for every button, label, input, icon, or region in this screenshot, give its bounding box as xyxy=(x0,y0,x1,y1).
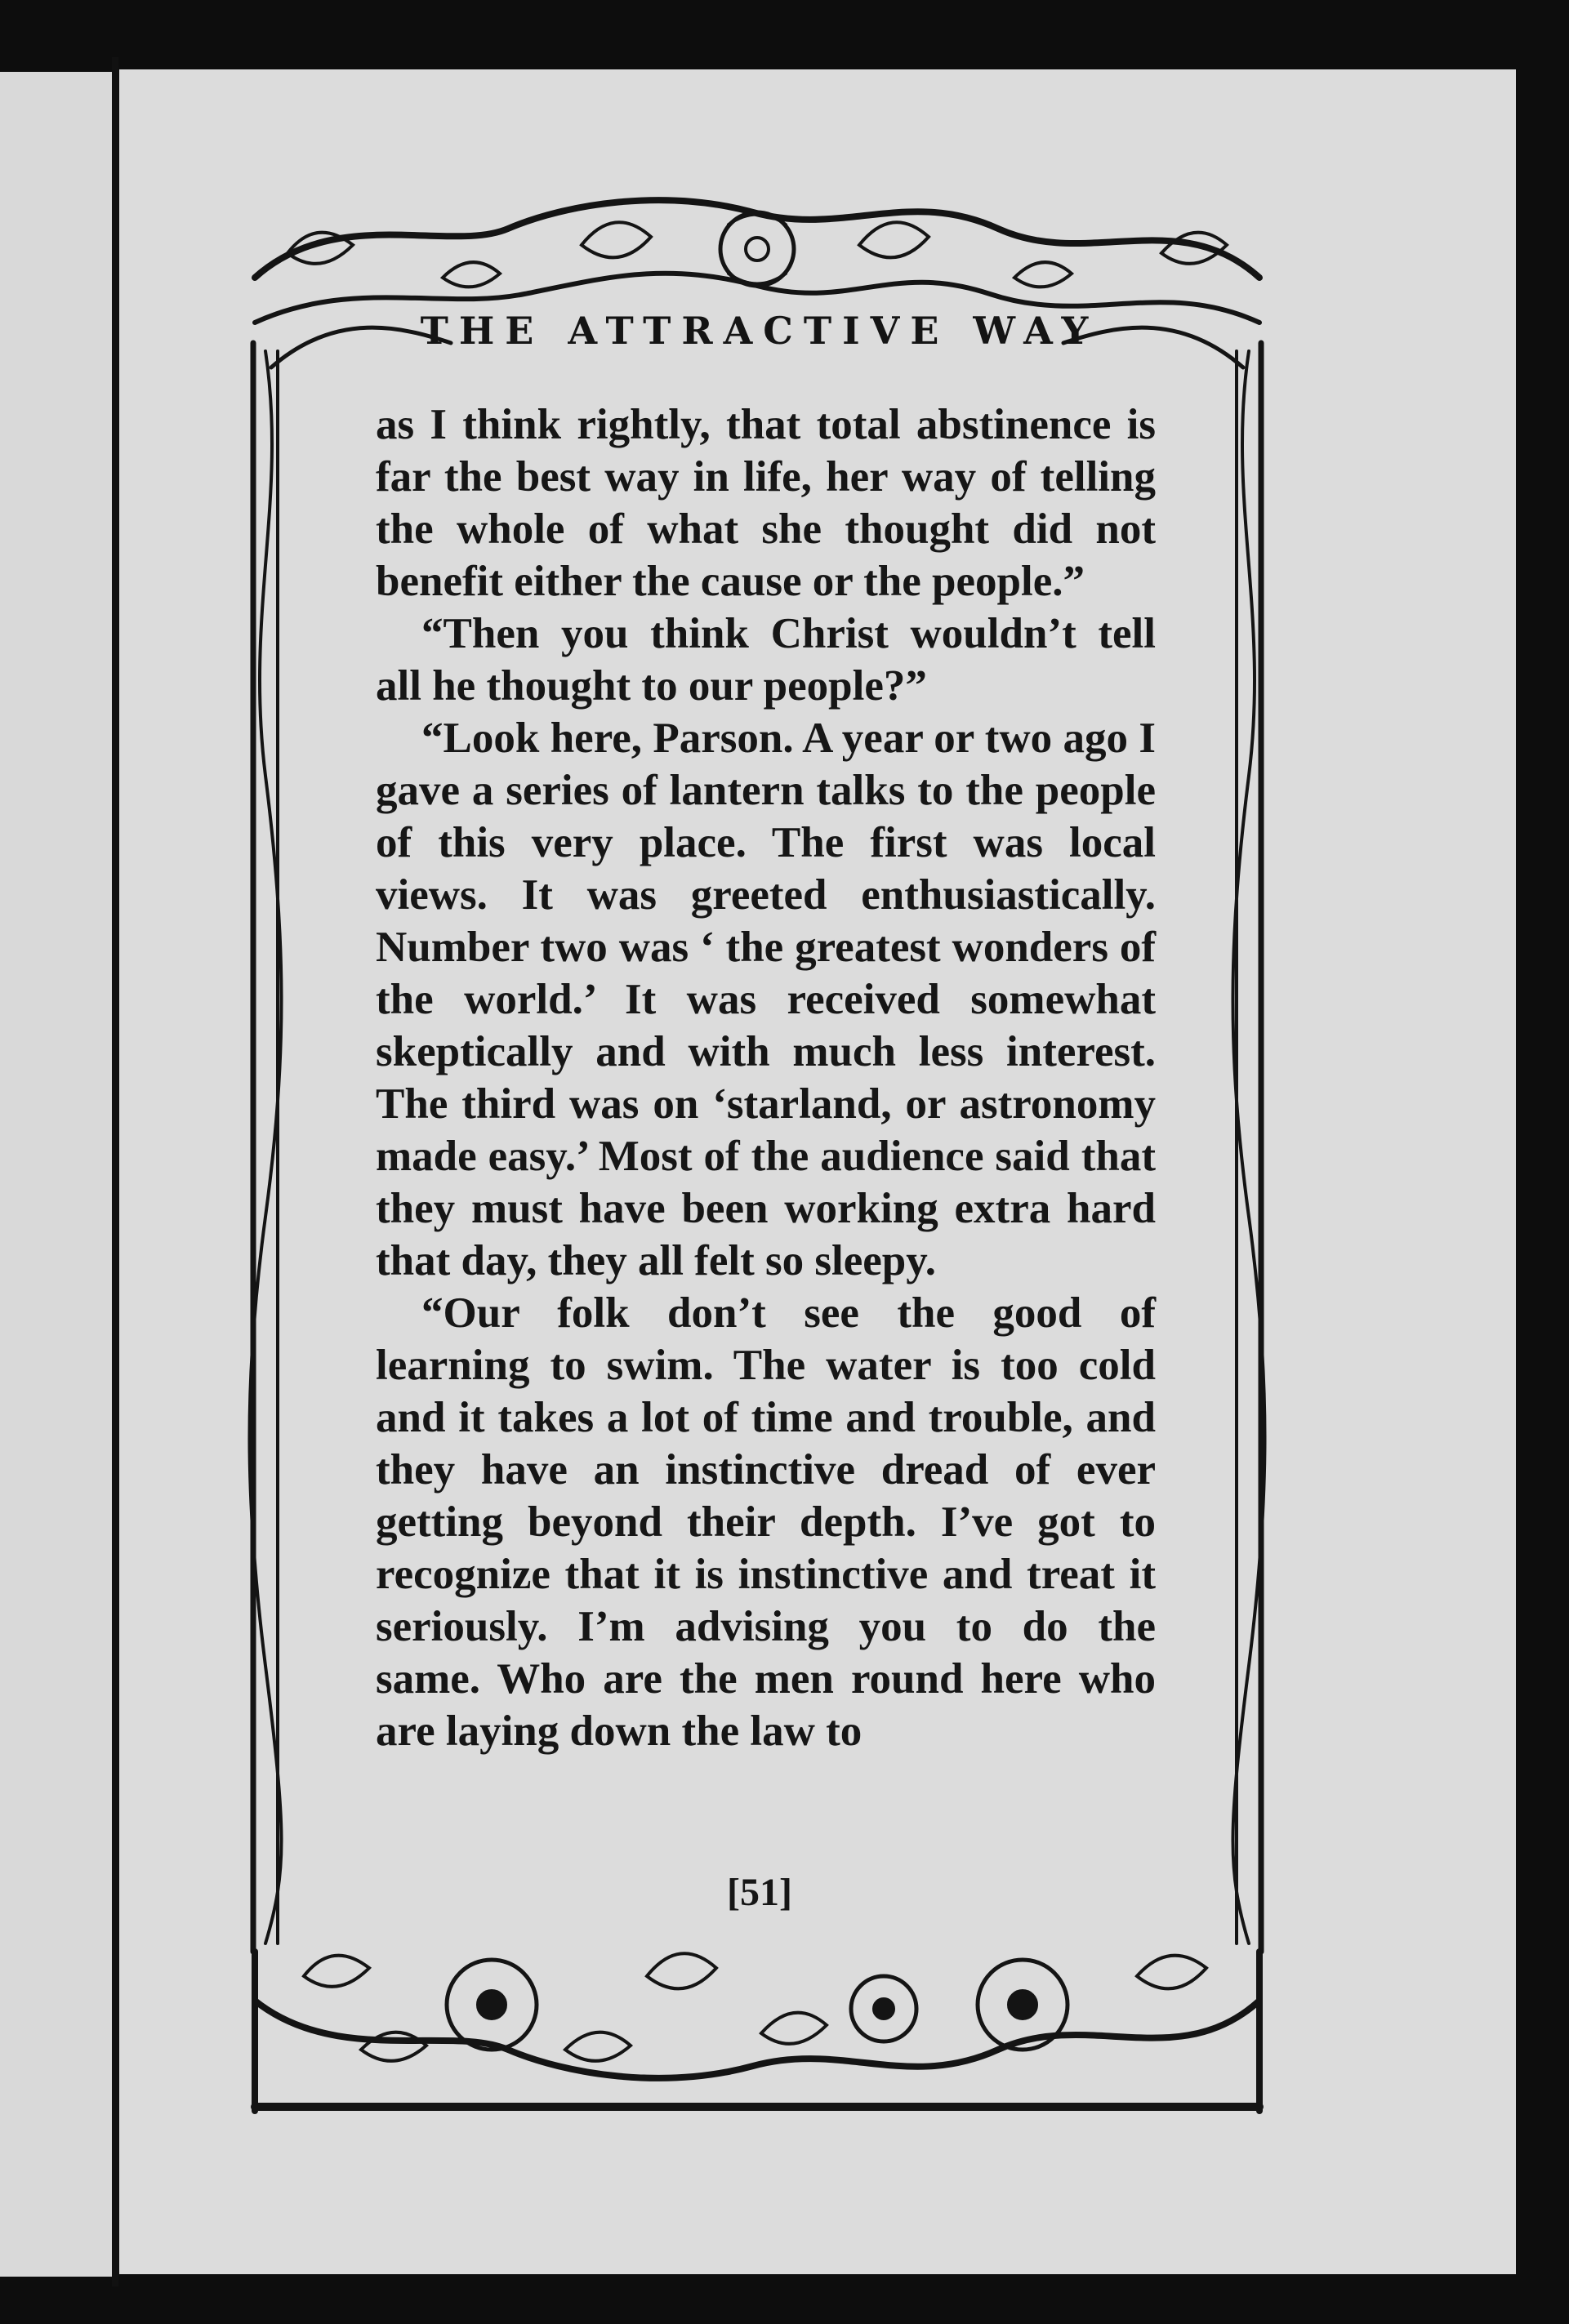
paragraph: “Then you think Christ wouldn’t tell all he thought to our people?” xyxy=(376,610,1156,710)
page-number: [51] xyxy=(727,1871,792,1914)
binding-gutter xyxy=(112,57,118,2286)
paragraph: “Look here, Parson. A year or two ago I gave a series of lantern talks to the people of this very place. The first was local views. It was greeted enthusiastically. Number two was ‘ the greatest wonders of the world.’ It was received somewhat skeptically and with much less interest. The third was on ‘starland, or astronomy made easy.’ Most of the audience said that they must have been working extra hard that day, they all felt so sleepy. xyxy=(376,715,1156,1284)
running-head: THE ATTRACTIVE WAY xyxy=(420,309,1099,353)
body-text xyxy=(376,398,1156,1757)
paragraph: as I think rightly, that total abstinence is far the best way in life, her way of telling the whole of what she thought did not benefit either the cause or the people.” xyxy=(376,401,1156,605)
paragraph: “Our folk don’t see the good of learning to swim. The water is too cold and it takes a lot of time and trouble, and they have an instinctive dread of ever getting beyond their depth. I’ve got to recognize that it is instinctive and treat it seriously. I’m advising you to do the same. Who are the men round here who are laying down the law to xyxy=(376,1289,1156,1755)
adjacent-page-edge xyxy=(0,72,116,2277)
